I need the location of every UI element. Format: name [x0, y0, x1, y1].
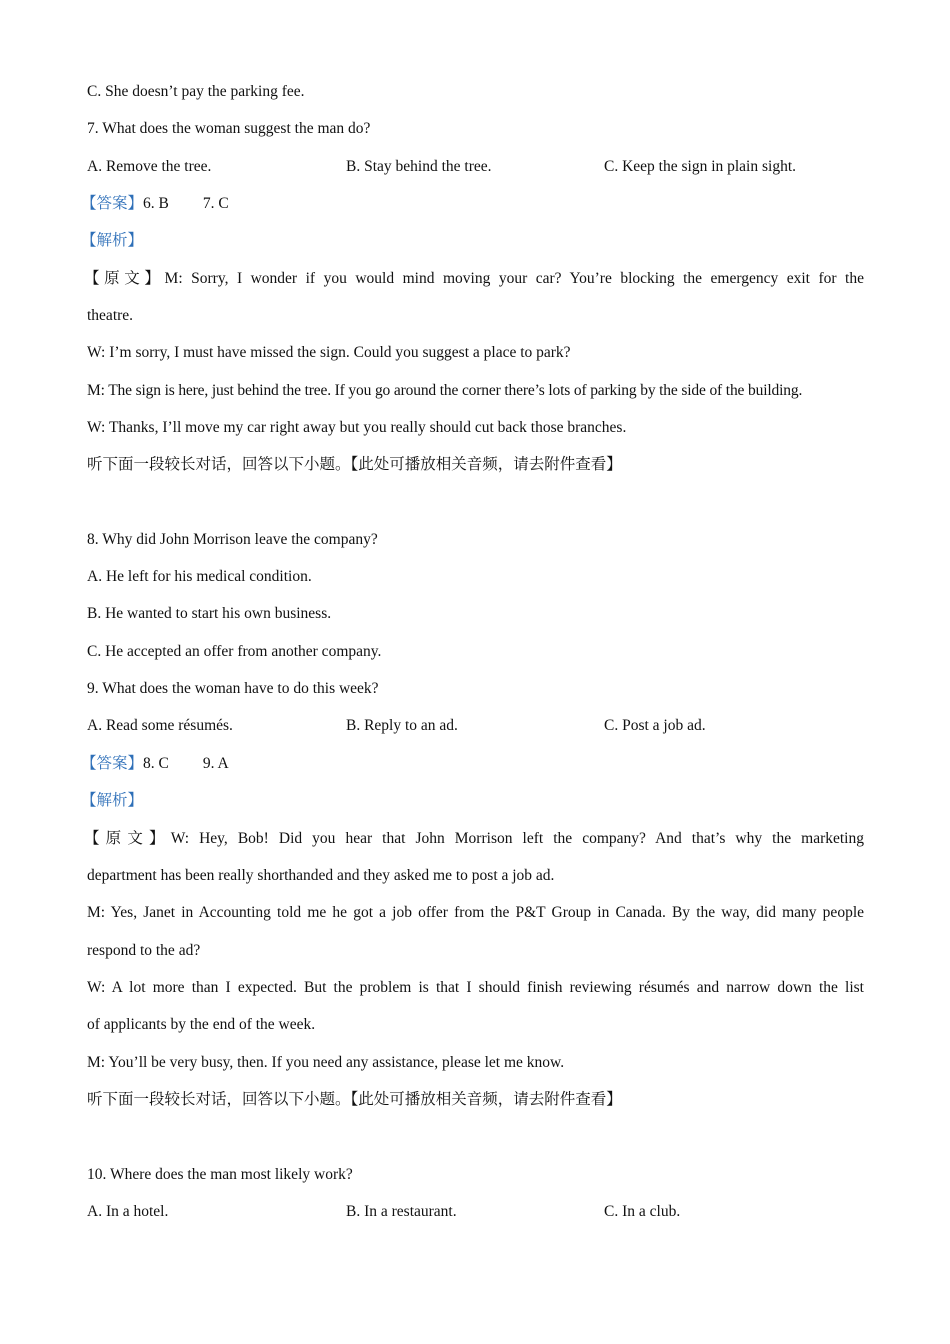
- q7-option-c: C. Keep the sign in plain sight.: [604, 158, 797, 175]
- transcript-line: M: The sign is here, just behind the tree. If you go around the corner there’s lots of parking by the side of the building.: [87, 382, 803, 399]
- q7-stem: 7. What does the woman suggest the man do?: [87, 120, 371, 137]
- q8-stem: 8. Why did John Morrison leave the company?: [87, 531, 378, 548]
- listening-instruction: 听下面一段较长对话，回答以下小题。【此处可播放相关音频，请去附件查看】: [87, 1091, 622, 1108]
- q9-stem: 9. What does the woman have to do this week?: [87, 680, 379, 697]
- answer-value: 8. C: [143, 755, 169, 772]
- transcript-line: W: Thanks, I’ll move my car right away but you really should cut back those branches.: [87, 419, 627, 436]
- transcript-line: M: You’ll be very busy, then. If you need any assistance, please let me know.: [87, 1054, 565, 1071]
- q10-option-c: C. In a club.: [604, 1203, 681, 1220]
- analysis-tag: 【解析】: [81, 792, 144, 809]
- transcript-line: W: I’m sorry, I must have missed the sign. Could you suggest a place to park?: [87, 344, 571, 361]
- listening-instruction: 听下面一段较长对话，回答以下小题。【此处可播放相关音频，请去附件查看】: [87, 456, 622, 473]
- answer-line-2: [81, 754, 229, 774]
- answer-tag: 【答案】: [81, 195, 144, 212]
- q9-option-b: B. Reply to an ad.: [346, 717, 458, 734]
- transcript-line: M: Yes, Janet in Accounting told me he got a job offer from the P&T Group in Canada. By the way, did many people: [87, 904, 864, 921]
- q7-option-b: B. Stay behind the tree.: [346, 158, 492, 175]
- answer-value: 7. C: [202, 195, 229, 212]
- q8-option-c: C. He accepted an offer from another company.: [87, 643, 382, 660]
- q6-option-c: C. She doesn’t pay the parking fee.: [87, 83, 305, 100]
- answer-tag: 【答案】: [81, 755, 144, 772]
- q7-option-a: A. Remove the tree.: [87, 158, 212, 175]
- transcript-line: respond to the ad?: [87, 942, 201, 959]
- q9-option-c: C. Post a job ad.: [604, 717, 706, 734]
- transcript-line: theatre.: [87, 307, 134, 324]
- q10-option-a: A. In a hotel.: [87, 1203, 169, 1220]
- analysis-tag: 【解析】: [81, 232, 144, 249]
- answer-value: 9. A: [202, 755, 229, 772]
- transcript-tag: 【原文】: [84, 830, 171, 847]
- transcript-line: 【原文】M: Sorry, I wonder if you would mind moving your car? You’re blocking the emergency exit for the: [84, 270, 864, 287]
- q8-option-a: A. He left for his medical condition.: [87, 568, 312, 585]
- q10-stem: 10. Where does the man most likely work?: [87, 1166, 353, 1183]
- transcript-line: 【原文】W: Hey, Bob! Did you hear that John Morrison left the company? And that’s why the marketing: [84, 830, 864, 847]
- transcript-line: of applicants by the end of the week.: [87, 1016, 316, 1033]
- transcript-tag: 【原文】: [84, 270, 165, 287]
- q8-option-b: B. He wanted to start his own business.: [87, 605, 332, 622]
- answer-value: 6. B: [143, 195, 169, 212]
- q10-option-b: B. In a restaurant.: [346, 1203, 457, 1220]
- q9-option-a: A. Read some résumés.: [87, 717, 233, 734]
- transcript-line: W: A lot more than I expected. But the problem is that I should finish reviewing résumés and narrow down the list: [87, 979, 864, 996]
- answer-line-1: [81, 194, 229, 214]
- transcript-line: department has been really shorthanded and they asked me to post a job ad.: [87, 867, 555, 884]
